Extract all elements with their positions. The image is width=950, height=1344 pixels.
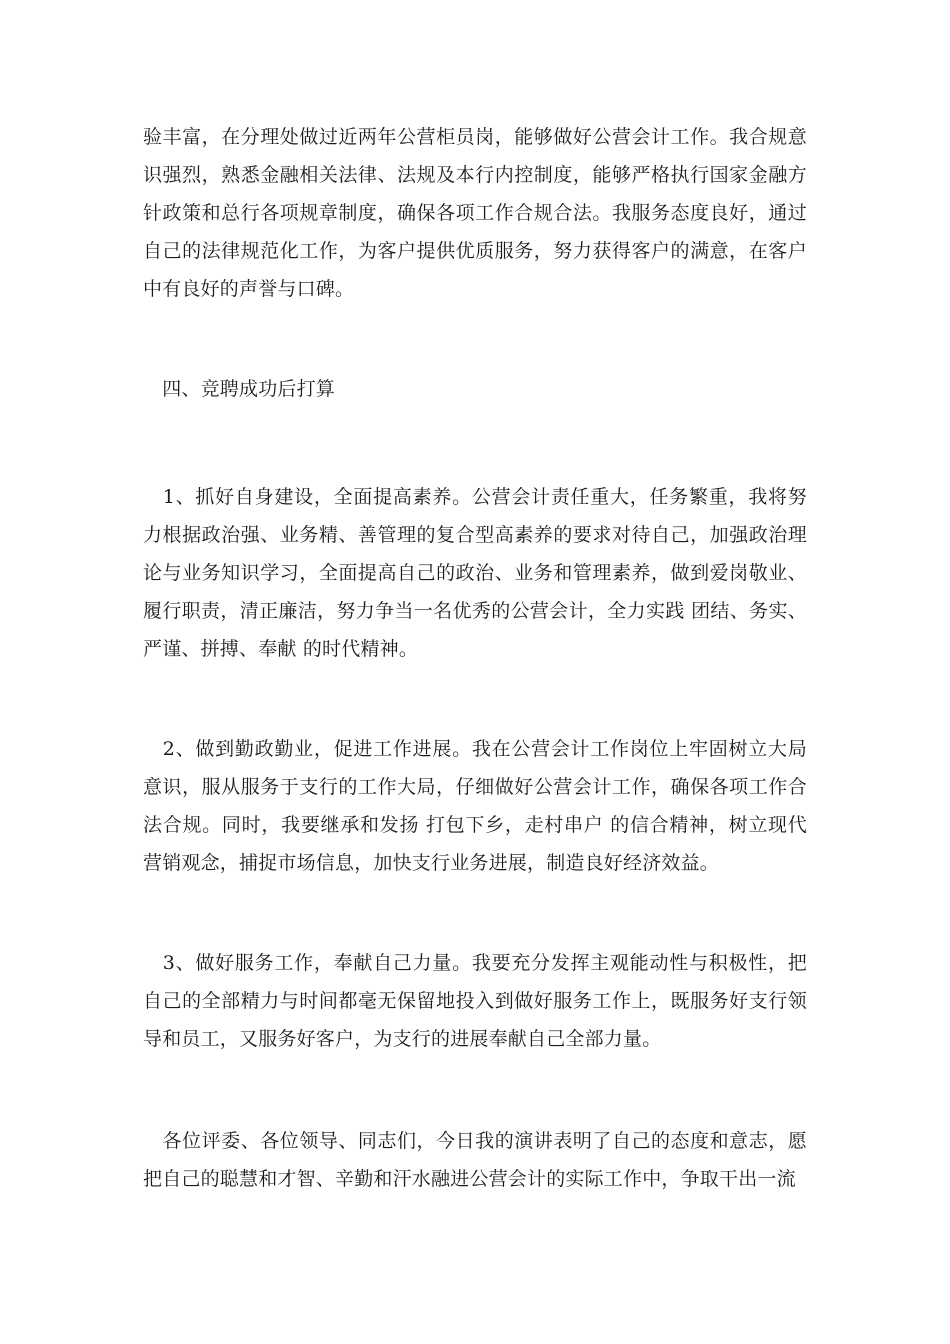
section-heading-plans: 四、竞聘成功后打算: [143, 378, 336, 400]
paragraph-plan-1: 1、抓好自身建设，全面提高素养。公营会计责任重大，任务繁重，我将努力根据政治强、业务精、善管理的复合型高素养的要求对待自己，加强政治理论与业务知识学习，全面提高自己的政治、业务和管理素养，做到爱岗敬业、履行职责，清正廉洁，努力争当一名优秀的公营会计，全力实践 团结、务实、严谨、拼搏、奉献 的时代精神。: [143, 486, 807, 660]
paragraph-plan-2: 2、做到勤政勤业，促进工作进展。我在公营会计工作岗位上牢固树立大局意识，服从服务于支行的工作大局，仔细做好公营会计工作，确保各项工作合法合规。同时，我要继承和发扬 打包下乡，走村串户 的信合精神，树立现代营销观念，捕捉市场信息，加快支行业务进展，制造良好经济效益。: [143, 738, 807, 874]
paragraph-closing: 各位评委、各位领导、同志们，今日我的演讲表明了自己的态度和意志，愿把自己的聪慧和才智、辛勤和汗水融进公营会计的实际工作中，争取干出一流: [143, 1130, 807, 1190]
paragraph-plan-3: 3、做好服务工作，奉献自己力量。我要充分发挥主观能动性与积极性，把自己的全部精力与时间都毫无保留地投入到做好服务工作上，既服务好支行领导和员工，又服务好客户，为支行的进展奉献自己全部力量。: [143, 952, 807, 1050]
paragraph-experience: 验丰富，在分理处做过近两年公营柜员岗，能够做好公营会计工作。我合规意识强烈，熟悉金融相关法律、法规及本行内控制度，能够严格执行国家金融方针政策和总行各项规章制度，确保各项工作合规合法。我服务态度良好，通过自己的法律规范化工作，为客户提供优质服务，努力获得客户的满意，在客户中有良好的声誉与口碑。: [143, 126, 807, 300]
